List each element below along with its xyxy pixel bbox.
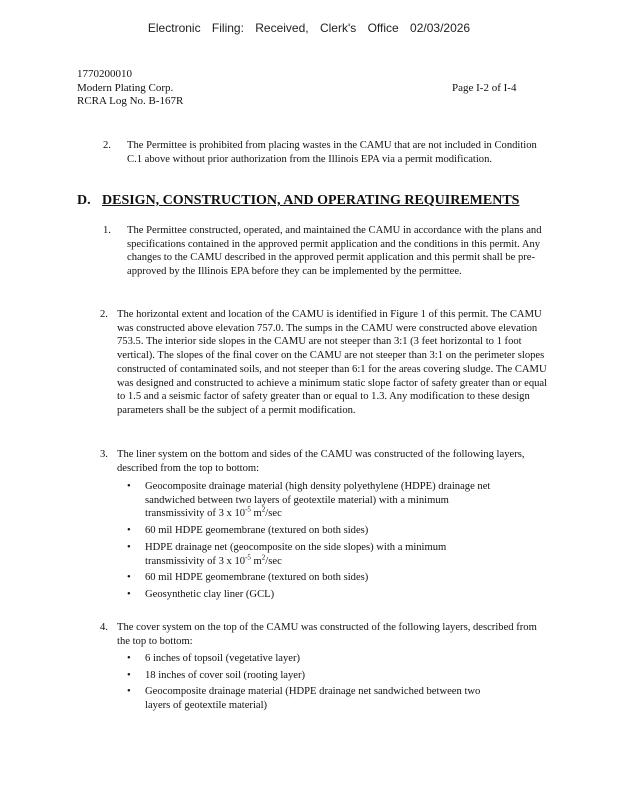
unit-text: m	[250, 555, 262, 567]
condition-d1-number: 1.	[103, 225, 111, 236]
section-d-title: DESIGN, CONSTRUCTION, AND OPERATING REQUIREMENTS	[102, 193, 520, 208]
exponent: -5	[245, 552, 251, 561]
bullet-text: Geocomposite drainage material (high density polyethylene (HDPE) drainage net sandwiched between two layers of geotextile material) with a minimum transmissivity of 3 x 10	[145, 481, 491, 520]
condition-c2-number: 2.	[103, 140, 111, 151]
list-item: • 60 mil HDPE geomembrane (textured on both sides)	[127, 524, 497, 538]
list-item: • 60 mil HDPE geomembrane (textured on both sides)	[127, 571, 497, 585]
list-item: • 6 inches of topsoil (vegetative layer)	[127, 652, 497, 666]
unit-suffix: /sec	[265, 555, 282, 567]
rcra-log-number: RCRA Log No. B-167R	[77, 95, 184, 107]
list-item	[127, 541, 497, 568]
list-item: • 18 inches of cover soil (rooting layer)	[127, 669, 497, 683]
permit-id: 1770200010	[77, 68, 132, 80]
cover-layers-list	[127, 652, 497, 716]
liner-layers-list	[127, 480, 497, 605]
company-name: Modern Plating Corp.	[77, 81, 174, 94]
electronic-filing-stamp: Electronic Filing: Received, Clerk's Office 02/03/2026	[147, 21, 471, 35]
list-item: • Geosynthetic clay liner (GCL)	[127, 588, 497, 602]
document-header	[77, 68, 183, 109]
bullet-text: HDPE drainage net (geocomposite on the side slopes) with a minimum transmissivity of 3 x 10	[145, 541, 447, 567]
exponent: 2	[261, 552, 266, 561]
exponent: -5	[245, 505, 251, 514]
condition-d4-number: 4.	[100, 622, 108, 633]
list-item: • Geocomposite drainage material (HDPE drainage net sandwiched between two layers of geotextile material)	[127, 685, 497, 712]
condition-c2-text: The Permittee is prohibited from placing wastes in the CAMU that are not included in Condition C.1 above without prior authorization from the Illinois EPA via a permit modification.	[127, 140, 537, 165]
condition-d2-number: 2.	[100, 309, 108, 320]
unit-text: m	[250, 508, 262, 520]
condition-d3-text: The liner system on the bottom and sides of the CAMU was constructed of the following layers, described from the top to bottom:	[117, 449, 525, 474]
page-number: Page I-2 of I-4	[452, 82, 517, 94]
exponent: 2	[261, 505, 266, 514]
condition-d2-text: The horizontal extent and location of the CAMU is identified in Figure 1 of this permit. The CAMU was constructed above elevation 757.0. The sumps in the CAMU were constructed above elevation 753.5. The interior side slopes in the CAMU are not steeper than 3:1 (3 feet horizontal to 1 foot vertical). The slopes of the final cover on the CAMU are not steeper than 3:1 on the perimeter slopes constructed of contaminated soils, and not steeper than 6:1 for the areas covering sludge. The CAMU was designed and constructed to achieve a minimum static slope factor of safety greater than or equal to 1.5 and a seismic factor of safety greater than or equal to 1.3. Any modification to these design parameters shall be the subject of a permit modification.	[117, 309, 548, 416]
condition-d3-number: 3.	[100, 449, 108, 460]
section-d-letter: D.	[77, 193, 91, 208]
condition-d4-text: The cover system on the top of the CAMU was constructed of the following layers, described from the top to bottom:	[117, 622, 537, 647]
condition-d1-text: The Permittee constructed, operated, and maintained the CAMU in accordance with the plans and specifications contained in the approved permit application and the conditions in this permit. Any changes to the CAMU described in the approved permit application and this permit shall be pre-approved by the Illinois EPA before they can be implemented by the permittee.	[127, 225, 542, 278]
list-item	[127, 480, 497, 521]
unit-suffix: /sec	[265, 508, 282, 520]
